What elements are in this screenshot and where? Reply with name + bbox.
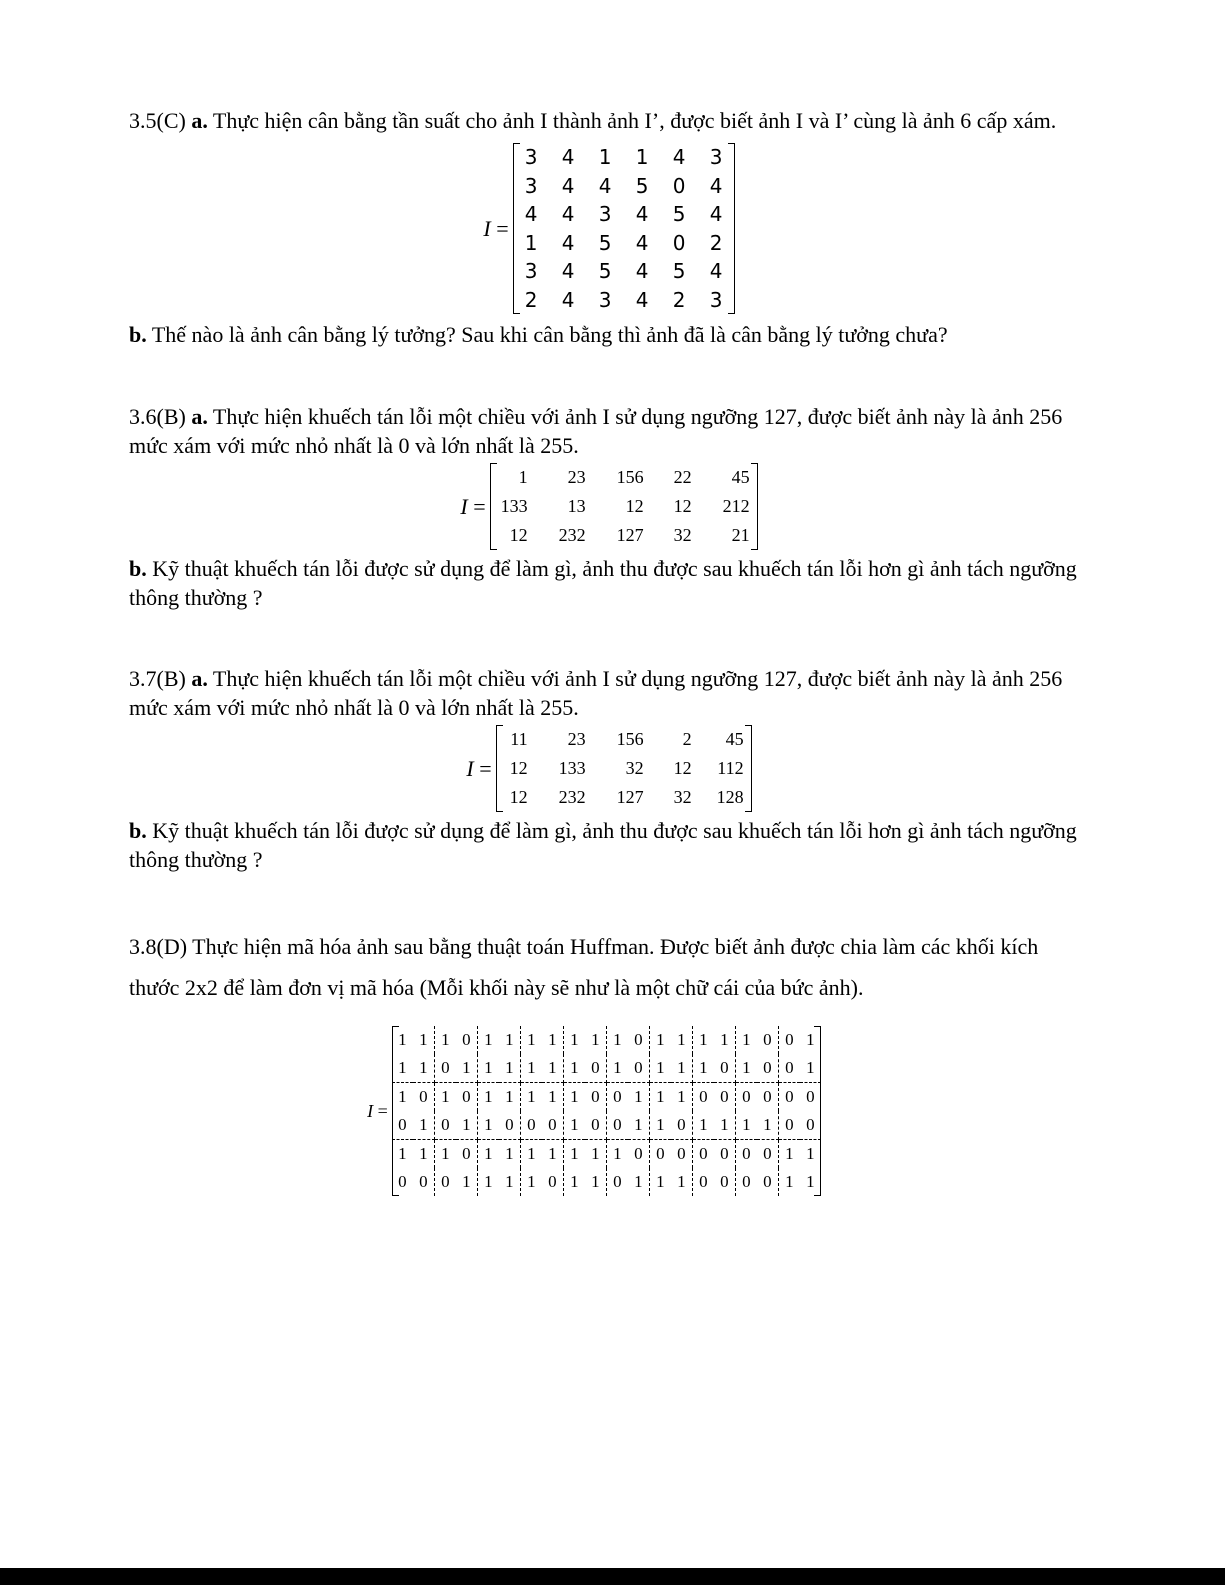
matrix-cell: 3	[524, 145, 538, 170]
matrix-cell: 0	[742, 1172, 751, 1191]
matrix-cell: 0	[628, 1026, 650, 1054]
matrix-row	[490, 492, 758, 521]
matrix-cell: 133	[558, 758, 586, 778]
matrix-cell: 1	[606, 1054, 628, 1083]
matrix-cell: 0	[456, 1026, 478, 1054]
matrix-cell: 1	[563, 1054, 585, 1083]
q38-text: 3.8(D) Thực hiện mã hóa ảnh sau bằng thuật toán Huffman. Được biết ảnh được chia làm các khối kích thước 2x2 để làm đơn vị mã hóa (Mỗi khối này sẽ như là một chữ cái của bức ảnh).	[129, 934, 1039, 1000]
matrix-cell: 1	[484, 1144, 493, 1163]
matrix-cell: 1	[477, 1054, 499, 1083]
matrix-cell: 232	[558, 787, 586, 807]
q35-part-a: 3.5(C) a. Thực hiện cân bằng tần suất cho ảnh I thành ảnh I’, được biết ảnh I và I’ cùng là ảnh 6 cấp xám.	[129, 108, 1057, 133]
matrix-cell: 4	[709, 259, 723, 284]
matrix-row	[496, 783, 752, 812]
matrix-cell: 0	[413, 1168, 435, 1196]
matrix-label: I =	[460, 493, 486, 519]
matrix-cell: 0	[742, 1144, 751, 1163]
matrix-cell: 0	[656, 1144, 665, 1163]
matrix-cell: 0	[542, 1168, 564, 1196]
matrix-cell: 0	[398, 1172, 407, 1191]
matrix-row	[392, 1168, 821, 1196]
matrix-cell: 1	[692, 1111, 714, 1140]
q36-matrix-block	[129, 463, 1089, 550]
matrix-cell: 3	[709, 287, 723, 312]
matrix-cell: 1	[413, 1054, 435, 1083]
matrix-cell: 1	[527, 1144, 536, 1163]
matrix-cell: 3	[524, 259, 538, 284]
matrix-cell: 4	[561, 173, 575, 198]
matrix-cell: 0	[671, 1140, 693, 1169]
matrix-cell: 0	[714, 1054, 736, 1083]
q37-part-b: b. Kỹ thuật khuếch tán lỗi được sử dụng để làm gì, ảnh thu được sau khuếch tán lỗi hơn gì ảnh tách ngưỡng thông thường ?	[129, 818, 1077, 872]
matrix-row	[392, 1083, 821, 1112]
matrix-cell: 1	[441, 1144, 450, 1163]
matrix-cell: 1	[484, 1030, 493, 1049]
matrix-cell: 1	[570, 1087, 579, 1106]
matrix-cell: 0	[672, 230, 686, 255]
matrix-cell: 1	[735, 1111, 757, 1140]
matrix-cell: 12	[509, 525, 528, 545]
q35-part-b: b. Thế nào là ảnh cân bằng lý tưởng? Sau khi cân bằng thì ảnh đã là cân bằng lý tưởng chưa?	[129, 322, 948, 347]
matrix-cell: 156	[616, 467, 644, 487]
matrix-cell: 0	[628, 1140, 650, 1169]
matrix-cell: 32	[625, 758, 644, 778]
matrix-cell: 11	[510, 729, 528, 749]
matrix-cell: 0	[778, 1054, 800, 1083]
matrix-cell: 0	[672, 173, 686, 198]
matrix-cell: 1	[585, 1026, 607, 1054]
matrix-cell: 156	[616, 729, 644, 749]
matrix-cell: 1	[671, 1168, 693, 1196]
matrix-cell: 1	[570, 1172, 579, 1191]
matrix-cell: 4	[635, 230, 649, 255]
matrix-cell: 1	[456, 1168, 478, 1196]
matrix-row	[392, 1140, 821, 1169]
matrix-cell: 0	[714, 1083, 736, 1112]
matrix-cell: 4	[561, 202, 575, 227]
matrix-cell: 212	[722, 496, 750, 516]
matrix-cell: 1	[542, 1026, 564, 1054]
matrix-cell: 45	[725, 729, 744, 749]
matrix-cell: 1	[806, 1144, 815, 1163]
matrix-cell: 4	[561, 145, 575, 170]
matrix-cell: 1	[699, 1030, 708, 1049]
matrix-cell: 1	[628, 1111, 650, 1140]
matrix-cell: 1	[692, 1054, 714, 1083]
matrix-cell: 1	[628, 1168, 650, 1196]
matrix-cell: 23	[567, 467, 586, 487]
matrix-cell: 1	[735, 1054, 757, 1083]
matrix-cell: 0	[806, 1087, 815, 1106]
matrix-cell: 5	[598, 259, 612, 284]
matrix-cell: 1	[570, 1030, 579, 1049]
matrix-cell: 5	[672, 202, 686, 227]
matrix-cell: 0	[714, 1168, 736, 1196]
matrix-cell: 2	[524, 287, 538, 312]
matrix-cell: 1	[441, 1087, 450, 1106]
q38-matrix-block	[99, 1026, 1089, 1196]
matrix-cell: 4	[561, 230, 575, 255]
matrix-cell: 1	[649, 1111, 671, 1140]
document-page	[129, 106, 1089, 1196]
matrix-row	[490, 521, 758, 550]
matrix-cell: 1	[613, 1144, 622, 1163]
matrix-cell: 4	[561, 259, 575, 284]
matrix-cell: 1	[499, 1026, 521, 1054]
matrix-cell: 32	[673, 787, 692, 807]
matrix-cell: 1	[656, 1030, 665, 1049]
matrix-row	[513, 229, 735, 258]
matrix-cell: 1	[785, 1172, 794, 1191]
matrix-cell: 1	[542, 1140, 564, 1169]
matrix-cell: 3	[524, 173, 538, 198]
matrix-cell: 1	[413, 1140, 435, 1169]
matrix-cell: 0	[434, 1054, 456, 1083]
matrix-cell: 1	[613, 1030, 622, 1049]
matrix-cell: 1	[477, 1111, 499, 1140]
matrix-cell: 1	[671, 1026, 693, 1054]
matrix-cell: 1	[398, 1030, 407, 1049]
matrix-cell: 0	[499, 1111, 521, 1140]
matrix-row	[513, 143, 735, 172]
matrix-row	[490, 463, 758, 492]
matrix-row	[496, 725, 752, 754]
matrix-cell: 4	[524, 202, 538, 227]
matrix-cell: 3	[598, 202, 612, 227]
matrix-cell: 2	[672, 287, 686, 312]
matrix-cell: 1	[520, 1054, 542, 1083]
matrix-cell: 1	[484, 1087, 493, 1106]
matrix-label: I =	[483, 215, 509, 241]
matrix-cell: 0	[456, 1083, 478, 1112]
matrix-cell: 0	[585, 1111, 607, 1140]
matrix-row	[513, 172, 735, 201]
matrix-cell: 12	[509, 787, 528, 807]
matrix-cell: 1	[456, 1111, 478, 1140]
matrix-cell: 0	[785, 1087, 794, 1106]
matrix-cell: 1	[806, 1030, 815, 1049]
matrix-row	[513, 200, 735, 229]
matrix-cell: 0	[699, 1172, 708, 1191]
q36-matrix	[490, 463, 758, 550]
matrix-cell: 1	[757, 1111, 779, 1140]
matrix-row	[496, 754, 752, 783]
matrix-cell: 1	[806, 1172, 815, 1191]
matrix-cell: 1	[800, 1054, 821, 1083]
matrix-cell: 0	[757, 1026, 779, 1054]
matrix-cell: 0	[542, 1111, 564, 1140]
matrix-cell: 1	[635, 145, 649, 170]
page-bottom-edge	[0, 1568, 1225, 1585]
matrix-cell: 1	[671, 1083, 693, 1112]
matrix-cell: 0	[757, 1054, 779, 1083]
matrix-cell: 0	[441, 1172, 450, 1191]
matrix-cell: 3	[598, 287, 612, 312]
matrix-cell: 0	[585, 1054, 607, 1083]
matrix-cell: 4	[672, 145, 686, 170]
matrix-cell: 1	[714, 1026, 736, 1054]
matrix-cell: 1	[527, 1087, 536, 1106]
q35-matrix	[513, 143, 735, 314]
q37-part-a: 3.7(B) a. Thực hiện khuếch tán lỗi một chiều với ảnh I sử dụng ngưỡng 127, được biết ảnh này là ảnh 256 mức xám với mức nhỏ nhất là 0 và lớn nhất là 255.	[129, 666, 1063, 720]
matrix-cell: 2	[709, 230, 723, 255]
matrix-cell: 127	[616, 787, 644, 807]
matrix-cell: 232	[558, 525, 586, 545]
matrix-cell: 112	[717, 758, 744, 778]
matrix-cell: 0	[778, 1111, 800, 1140]
q35-matrix-block	[129, 143, 1089, 314]
matrix-cell: 1	[484, 1172, 493, 1191]
matrix-cell: 1	[527, 1030, 536, 1049]
matrix-cell: 1	[656, 1172, 665, 1191]
matrix-cell: 1	[563, 1111, 585, 1140]
matrix-cell: 1	[398, 1144, 407, 1163]
matrix-cell: 1	[656, 1087, 665, 1106]
matrix-cell: 1	[649, 1054, 671, 1083]
matrix-cell: 1	[413, 1111, 435, 1140]
matrix-cell: 128	[716, 787, 744, 807]
q36-part-b: b. Kỹ thuật khuếch tán lỗi được sử dụng để làm gì, ảnh thu được sau khuếch tán lỗi hơn gì ảnh tách ngưỡng thông thường ?	[129, 556, 1077, 610]
matrix-cell: 4	[709, 202, 723, 227]
q37-matrix-block	[129, 725, 1089, 812]
matrix-cell: 0	[757, 1168, 779, 1196]
matrix-cell: 0	[413, 1083, 435, 1112]
matrix-cell: 5	[598, 230, 612, 255]
matrix-cell: 12	[625, 496, 644, 516]
matrix-cell: 0	[613, 1087, 622, 1106]
matrix-cell: 0	[699, 1087, 708, 1106]
matrix-cell: 0	[606, 1111, 628, 1140]
matrix-cell: 0	[699, 1144, 708, 1163]
matrix-cell: 1	[742, 1030, 751, 1049]
matrix-row	[513, 257, 735, 286]
matrix-cell: 1	[441, 1030, 450, 1049]
q36-part-a: 3.6(B) a. Thực hiện khuếch tán lỗi một chiều với ảnh I sử dụng ngưỡng 127, được biết ảnh này là ảnh 256 mức xám với mức nhỏ nhất là 0 và lớn nhất là 255.	[129, 404, 1063, 458]
matrix-cell: 0	[613, 1172, 622, 1191]
matrix-cell: 0	[757, 1140, 779, 1169]
matrix-label: I =	[466, 755, 492, 781]
matrix-cell: 45	[731, 467, 750, 487]
matrix-row	[392, 1111, 821, 1140]
matrix-cell: 0	[671, 1111, 693, 1140]
q38-matrix	[392, 1026, 821, 1196]
matrix-cell: 5	[672, 259, 686, 284]
matrix-cell: 4	[561, 287, 575, 312]
matrix-cell: 1	[714, 1111, 736, 1140]
matrix-cell: 1	[518, 467, 528, 487]
matrix-cell: 0	[785, 1030, 794, 1049]
matrix-cell: 0	[456, 1140, 478, 1169]
matrix-cell: 1	[413, 1026, 435, 1054]
matrix-cell: 1	[671, 1054, 693, 1083]
matrix-cell: 0	[434, 1111, 456, 1140]
matrix-cell: 1	[570, 1144, 579, 1163]
q37-matrix	[496, 725, 752, 812]
matrix-cell: 4	[635, 287, 649, 312]
matrix-cell: 1	[392, 1054, 413, 1083]
matrix-cell: 2	[682, 729, 692, 749]
matrix-cell: 1	[499, 1168, 521, 1196]
matrix-cell: 23	[567, 729, 586, 749]
matrix-row	[513, 286, 735, 315]
matrix-cell: 0	[714, 1140, 736, 1169]
matrix-cell: 0	[520, 1111, 542, 1140]
matrix-cell: 1	[527, 1172, 536, 1191]
matrix-cell: 4	[635, 202, 649, 227]
matrix-label: I =	[367, 1100, 388, 1121]
matrix-cell: 1	[598, 145, 612, 170]
matrix-cell: 12	[673, 758, 692, 778]
matrix-cell: 1	[456, 1054, 478, 1083]
matrix-cell: 3	[709, 145, 723, 170]
matrix-cell: 0	[585, 1083, 607, 1112]
matrix-cell: 0	[742, 1087, 751, 1106]
matrix-cell: 0	[757, 1083, 779, 1112]
matrix-row	[392, 1054, 821, 1083]
matrix-cell: 1	[542, 1083, 564, 1112]
matrix-cell: 12	[673, 496, 692, 516]
matrix-cell: 13	[567, 496, 586, 516]
matrix-cell: 32	[673, 525, 692, 545]
matrix-cell: 1	[785, 1144, 794, 1163]
matrix-cell: 22	[673, 467, 692, 487]
matrix-cell: 21	[731, 525, 750, 545]
matrix-cell: 1	[628, 1083, 650, 1112]
matrix-cell: 1	[499, 1140, 521, 1169]
matrix-row	[392, 1026, 821, 1054]
matrix-cell: 1	[524, 230, 538, 255]
matrix-cell: 0	[628, 1054, 650, 1083]
matrix-cell: 0	[392, 1111, 413, 1140]
matrix-cell: 1	[398, 1087, 407, 1106]
matrix-cell: 127	[616, 525, 644, 545]
matrix-cell: 12	[509, 758, 528, 778]
matrix-cell: 133	[500, 496, 528, 516]
matrix-cell: 1	[542, 1054, 564, 1083]
matrix-cell: 1	[499, 1083, 521, 1112]
matrix-cell: 4	[635, 259, 649, 284]
matrix-cell: 4	[709, 173, 723, 198]
matrix-cell: 5	[635, 173, 649, 198]
matrix-cell: 1	[499, 1054, 521, 1083]
matrix-cell: 0	[800, 1111, 821, 1140]
matrix-cell: 1	[585, 1140, 607, 1169]
matrix-cell: 4	[598, 173, 612, 198]
matrix-cell: 1	[585, 1168, 607, 1196]
